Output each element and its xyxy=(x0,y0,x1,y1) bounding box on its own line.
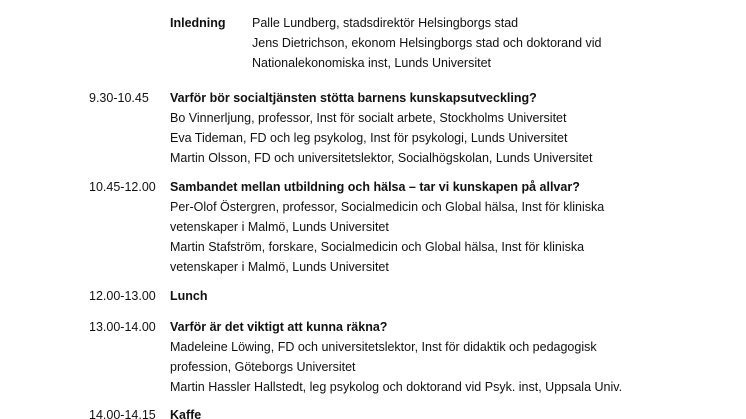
speaker-line: Per-Olof Östergren, professor, Socialmedicin och Global hälsa, Inst för kliniska xyxy=(170,200,605,214)
session-title: Lunch xyxy=(170,289,208,303)
session-content xyxy=(170,405,690,419)
session-time: 9.30-10.45 xyxy=(89,91,149,105)
speaker-line: Bo Vinnerljung, professor, Inst för socialt arbete, Stockholms Universitet xyxy=(170,111,567,125)
session-title: Varför är det viktigt att kunna räkna? xyxy=(170,320,388,334)
session-content xyxy=(170,286,690,306)
session-content xyxy=(170,317,690,397)
session-time: 14.00-14.15 xyxy=(89,408,156,419)
intro-label: Inledning xyxy=(170,16,226,30)
speaker-line: vetenskaper i Malmö, Lunds Universitet xyxy=(170,220,389,234)
intro-line: Palle Lundberg, stadsdirektör Helsingborgs stad xyxy=(252,16,519,30)
session-time: 10.45-12.00 xyxy=(89,180,156,194)
session-title: Kaffe xyxy=(170,408,202,419)
speaker-line: Martin Hassler Hallstedt, leg psykolog och doktorand vid Psyk. inst, Uppsala Univ. xyxy=(170,380,623,394)
session-time: 12.00-13.00 xyxy=(89,289,156,303)
session-title: Sambandet mellan utbildning och hälsa – tar vi kunskapen på allvar? xyxy=(170,180,580,194)
session-content xyxy=(170,177,690,277)
session-title: Varför bör socialtjänsten stötta barnens kunskapsutveckling? xyxy=(170,91,537,105)
intro-line: Nationalekonomiska inst, Lunds Universitet xyxy=(252,56,492,70)
speaker-line: Madeleine Löwing, FD och universitetslektor, Inst för didaktik och pedagogisk xyxy=(170,340,597,354)
intro-line: Jens Dietrichson, ekonom Helsingborgs stad och doktorand vid xyxy=(252,36,602,50)
speaker-line: vetenskaper i Malmö, Lunds Universitet xyxy=(170,260,389,274)
session-content xyxy=(170,88,690,168)
speaker-line: Eva Tideman, FD och leg psykolog, Inst för psykologi, Lunds Universitet xyxy=(170,131,568,145)
speaker-line: Martin Olsson, FD och universitetslektor, Socialhögskolan, Lunds Universitet xyxy=(170,151,593,165)
intro-speakers xyxy=(252,13,722,73)
speaker-line: profession, Göteborgs Universitet xyxy=(170,360,356,374)
speaker-line: Martin Stafström, forskare, Socialmedicin och Global hälsa, Inst för kliniska xyxy=(170,240,585,254)
session-time: 13.00-14.00 xyxy=(89,320,156,334)
